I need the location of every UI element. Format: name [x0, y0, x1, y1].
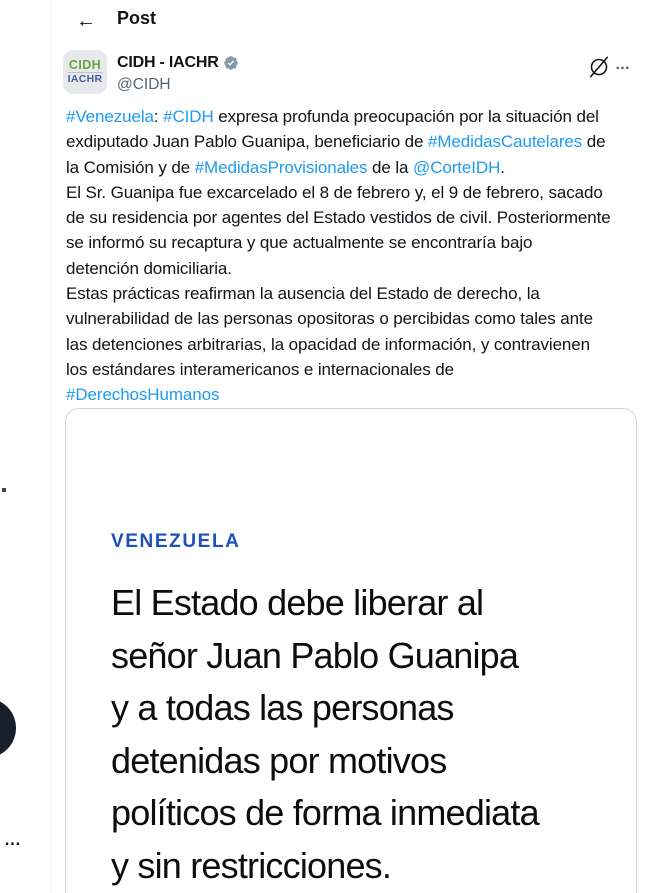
grok-icon[interactable] [588, 55, 610, 79]
tweet-text-segment: vulnerabilidad de las personas opositoras o percibidas como tales ante [66, 309, 593, 329]
author-name[interactable]: CIDH - IACHR [117, 54, 219, 71]
nav-profile-avatar[interactable] [0, 698, 16, 758]
clipped-nav-icon [2, 488, 6, 492]
tweet-line [66, 205, 644, 230]
tweet-line [66, 180, 644, 205]
tweet-text-segment: se informó su recaptura y que actualmente se encontraría bajo [66, 233, 533, 253]
tweet-line [66, 332, 644, 357]
avatar-text-cidh: CIDH [68, 57, 102, 72]
tweet-text-segment: de la [367, 157, 414, 177]
tweet-line [66, 281, 644, 306]
verified-badge-icon [223, 55, 239, 71]
tweet-text-segment: El Sr. Guanipa fue excarcelado el 8 de febrero y, el 9 de febrero, sacado [66, 182, 603, 202]
tweet-line [66, 104, 644, 129]
image-statement-line: detenidas por motivos [111, 739, 447, 781]
tweet-line [66, 155, 644, 180]
tweet-text-segment: la Comisión y de [66, 157, 195, 177]
image-kicker: VENEZUELA [111, 531, 241, 552]
hashtag-link[interactable]: #CIDH [163, 107, 214, 126]
author-avatar[interactable] [63, 50, 107, 94]
author-handle[interactable]: @CIDH [117, 76, 171, 93]
image-statement-line: y sin restricciones. [111, 844, 392, 886]
hashtag-link[interactable]: #Venezuela [66, 107, 154, 126]
tweet-text-segment: los estándares interamericanos e internacionales de [66, 359, 455, 379]
tweet-text-segment: las detenciones arbitrarias, la opacidad de información, y contravienen [66, 334, 590, 354]
tweet-text-segment: : [153, 107, 164, 126]
nav-more-icon[interactable]: … [4, 830, 22, 849]
page-title: Post [117, 8, 157, 28]
post-more-icon[interactable]: … [615, 56, 631, 73]
image-statement-line: El Estado debe liberar al [111, 582, 484, 623]
image-statement-line: señor Juan Pablo Guanipa [111, 634, 519, 676]
back-arrow-icon: ← [76, 9, 96, 32]
tweet-text-segment: de [582, 132, 606, 152]
hashtag-link[interactable]: #MedidasProvisionales [194, 157, 368, 177]
tweet-line [66, 230, 644, 255]
hashtag-link[interactable]: @CorteIDH [413, 157, 501, 177]
tweet-text-segment: Estas prácticas reafirman la ausencia del Estado de derecho, la [66, 284, 540, 304]
left-nav-rail [0, 0, 52, 893]
hashtag-link[interactable]: #MedidasCautelares [428, 132, 583, 152]
tweet-text-segment: de su residencia por agentes del Estado vestidos de civil. Posteriormente [66, 208, 611, 228]
tweet-text-segment: expresa profunda preocupación por la situación del [213, 107, 599, 126]
image-statement-text [111, 577, 539, 893]
tweet-text [66, 104, 644, 408]
image-statement-line: y a todas las personas [111, 687, 454, 729]
image-statement-line: políticos de forma inmediata [111, 792, 539, 834]
tweet-line [66, 129, 644, 154]
avatar-text-iachr: IACHR [67, 73, 103, 86]
tweet-line [66, 256, 644, 281]
tweet-line [66, 382, 644, 407]
tweet-line [66, 306, 644, 331]
embedded-image-card[interactable] [65, 408, 637, 893]
hashtag-link[interactable]: #DerechosHumanos [66, 385, 220, 405]
tweet-text-segment: . [500, 157, 505, 177]
tweet-text-segment: exdiputado Juan Pablo Guanipa, beneficiario de [66, 132, 429, 152]
tweet-text-segment: detención domiciliaria. [66, 258, 232, 278]
back-button[interactable] [71, 6, 101, 36]
tweet-line [66, 357, 644, 382]
